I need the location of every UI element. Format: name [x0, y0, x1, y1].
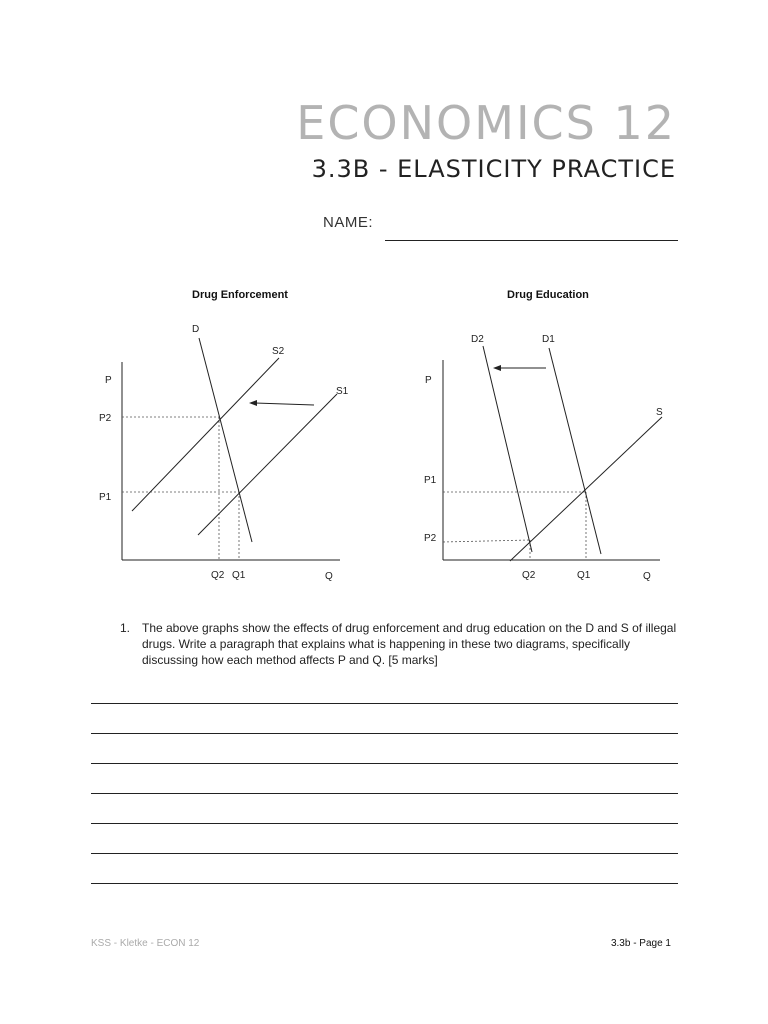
enforcement-q1-label: Q1 [232, 570, 246, 581]
answer-line[interactable] [91, 853, 678, 854]
enforcement-supply2-label: S2 [272, 346, 285, 357]
enforcement-shift-arrow [255, 403, 314, 405]
enforcement-graph [95, 300, 355, 590]
education-p1-label: P1 [424, 475, 437, 486]
answer-line[interactable] [91, 883, 678, 884]
document-title: ECONOMICS 12 [296, 96, 676, 150]
enforcement-demand-label: D [192, 324, 200, 335]
enforcement-graph-title: Drug Enforcement [192, 289, 288, 301]
document-subtitle: 3.3B - ELASTICITY PRACTICE [311, 155, 676, 183]
education-graph-title: Drug Education [507, 289, 589, 301]
education-supply-curve [510, 417, 662, 561]
question-text: The above graphs show the effects of drug enforcement and drug education on the D and S of illegal drugs. Write a paragraph that explains what is happening in these two diagrams, specifically discussing how each method affects P and Q. [5 marks] [142, 621, 677, 667]
enforcement-p2-label: P2 [99, 413, 112, 424]
education-x-label: Q [643, 571, 651, 582]
education-arrow-head [493, 365, 501, 371]
name-input-line[interactable] [385, 240, 678, 241]
enforcement-q2-label: Q2 [211, 570, 225, 581]
answer-line[interactable] [91, 703, 678, 704]
answer-line[interactable] [91, 823, 678, 824]
enforcement-arrow-head [249, 400, 257, 406]
answer-line[interactable] [91, 793, 678, 794]
enforcement-supply1-label: S1 [336, 386, 349, 397]
enforcement-x-label: Q [325, 571, 333, 582]
education-supply-label: S [656, 407, 663, 418]
education-p2-guide [443, 540, 530, 542]
education-demand2-curve [483, 346, 532, 552]
enforcement-y-label: P [105, 375, 112, 386]
education-p2-label: P2 [424, 533, 437, 544]
enforcement-demand-curve [199, 338, 252, 542]
education-y-label: P [425, 375, 432, 386]
footer-course-info: KSS - Kletke - ECON 12 [91, 938, 200, 949]
enforcement-supply2-curve [132, 358, 279, 511]
education-graph [420, 300, 680, 590]
education-q1-label: Q1 [577, 570, 591, 581]
footer-page-number: 3.3b - Page 1 [610, 938, 671, 949]
answer-line[interactable] [91, 733, 678, 734]
question-1 [120, 620, 680, 668]
name-label: NAME: [323, 214, 374, 231]
education-demand1-curve [549, 348, 601, 554]
enforcement-p1-label: P1 [99, 492, 112, 503]
education-q2-label: Q2 [522, 570, 536, 581]
answer-line[interactable] [91, 763, 678, 764]
education-demand2-label: D2 [471, 334, 484, 345]
education-demand1-label: D1 [542, 334, 555, 345]
question-number: 1. [120, 621, 131, 635]
